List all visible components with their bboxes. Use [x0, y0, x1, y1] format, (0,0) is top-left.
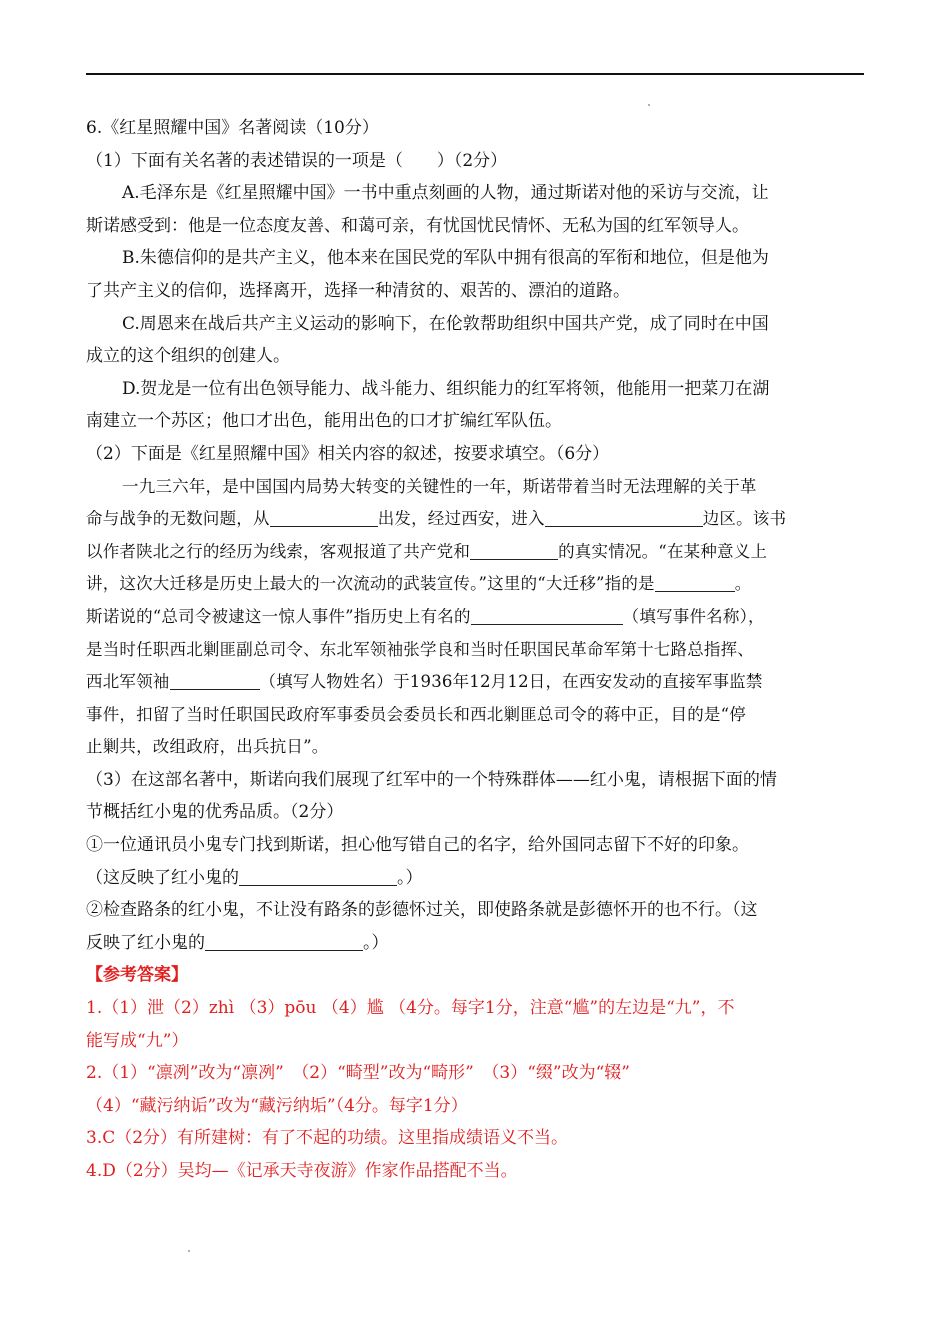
- fill-blank-event[interactable]: [471, 606, 623, 625]
- answer-4: 4.D（2分）吴均—《记承天寺夜游》作家作品搭配不当。: [86, 1161, 518, 1181]
- option-c-line1: C.周恩来在战后共产主义运动的影响下，在伦敦帮助组织中国共产党，成了同时在中国: [122, 313, 769, 334]
- option-d-line1: D.贺龙是一位有出色领导能力、战斗能力、组织能力的红军将领，他能用一把菜刀在湖: [122, 378, 770, 399]
- option-a-line2: 斯诺感受到：他是一位态度友善、和蔼可亲，有忧国忧民情怀、无私为国的红军领导人。: [86, 215, 749, 236]
- option-b-line2: 了共产主义的信仰，选择离开，选择一种清贫的、艰苦的、漂泊的道路。: [86, 280, 630, 301]
- answer-3: 3.C（2分）有所建树：有了不起的功绩。这里指成绩语义不当。: [86, 1128, 569, 1149]
- header-rule: [86, 73, 864, 75]
- text-span: 。: [734, 574, 752, 594]
- part2-text-line6: 是当时任职西北剿匪副总司令、东北军领袖张学良和当时任职国民革命军第十七路总指挥、: [86, 639, 754, 659]
- part3-item1-line1: ①一位通讯员小鬼专门找到斯诺，担心他写错自己的名字，给外国同志留下不好的印象。: [86, 835, 749, 856]
- part3-stem-line1: （3）在这部名著中，斯诺向我们展现了红军中的一个特殊群体——红小鬼，请根据下面的情: [86, 769, 777, 790]
- part2-text-line4: [86, 568, 866, 601]
- text-span: 西北军领袖: [86, 672, 170, 692]
- part2-block: [86, 438, 866, 764]
- part3-stem-line2: 节概括红小鬼的优秀品质。（2分）: [86, 802, 344, 823]
- fill-blank-army[interactable]: [470, 541, 558, 560]
- part1-block: [86, 145, 866, 438]
- answer-1-line1: 1.（1）泄（2）zhì （3）pōu （4）尴 （4分。每字1分，注意“尴”的左边是“九”，不: [86, 998, 735, 1019]
- part3-item2-line2: [86, 927, 866, 960]
- speck-mark: [648, 104, 650, 106]
- text-span: 斯诺说的“总司令被逮这一惊人事件”指历史上有名的: [86, 606, 471, 626]
- fill-blank-quality1[interactable]: [239, 867, 397, 886]
- text-span: 讲，这次大迁移是历史上最大的一次流动的武装宣传。”这里的“大迁移”指的是: [86, 574, 655, 594]
- fill-blank-departure[interactable]: [270, 508, 378, 527]
- text-span: 出发，经过西安，进入: [377, 509, 545, 529]
- text-span: （这反映了红小鬼的: [86, 867, 239, 888]
- question-title: 6.《红星照耀中国》名著阅读（10分）: [86, 118, 379, 138]
- part1-stem: （1）下面有关名著的表述错误的一项是（ ）（2分）: [86, 150, 508, 171]
- text-span: 命与战争的无数问题，从: [86, 509, 270, 529]
- answer-block: [86, 959, 866, 1187]
- option-c-line2: 成立的这个组织的创建人。: [86, 346, 290, 367]
- part2-text-line5: [86, 601, 866, 634]
- part3-block: [86, 764, 866, 960]
- answer-2-line1: 2.（1）“凛冽”改为“凛冽” （2）“畸型”改为“畸形” （3）“缀”改为“辍”: [86, 1063, 630, 1084]
- option-b-line1: B.朱德信仰的是共产主义，他本来在国民党的军队中拥有很高的军衔和地位，但是他为: [122, 248, 769, 269]
- text-span: 边区。该书: [702, 509, 787, 529]
- fill-blank-quality2[interactable]: [205, 932, 363, 951]
- speck-mark: [188, 1250, 190, 1252]
- answer-2-line2: （4）“藏污纳诟”改为“藏污纳垢”（4分。每字1分）: [86, 1095, 468, 1116]
- fill-blank-region[interactable]: [545, 508, 703, 527]
- part2-text-line1: 一九三六年，是中国国内局势大转变的关键性的一年，斯诺带着当时无法理解的关于革: [122, 476, 757, 496]
- part2-text-line8: 事件，扣留了当时任职国民政府军事委员会委员长和西北剿匪总司令的蒋中正，目的是“停: [86, 704, 746, 724]
- part3-item1-line2: [86, 862, 866, 895]
- part3-item2-line1: ②检查路条的红小鬼，不让没有路条的彭德怀过关，即使路条就是彭德怀开的也不行。（这: [86, 900, 758, 921]
- fill-blank-migration[interactable]: [655, 573, 735, 592]
- text-span: 。）: [363, 932, 389, 953]
- document-body: [86, 112, 866, 1188]
- text-span: 的真实情况。“在某种意义上: [558, 541, 768, 561]
- option-d-line2: 南建立一个苏区；他口才出色，能用出色的口才扩编红军队伍。: [86, 411, 562, 432]
- part2-text-line9: 止剿共，改组政府，出兵抗日”。: [86, 737, 329, 757]
- answer-heading: 【参考答案】: [86, 965, 188, 986]
- text-span: 以作者陕北之行的经历为线索，客观报道了共产党和: [86, 541, 471, 561]
- part2-text-line7: [86, 666, 866, 699]
- part2-text-line2: [86, 503, 866, 536]
- option-a-line1: A.毛泽东是《红星照耀中国》一书中重点刻画的人物，通过斯诺对他的采访与交流，让: [122, 183, 769, 204]
- text-span: （填写事件名称），: [622, 606, 765, 626]
- part2-text-line3: [86, 536, 866, 569]
- fill-blank-person[interactable]: [170, 671, 260, 690]
- text-span: （填写人物姓名）于1936年12月12日，在西安发动的直接军事监禁: [259, 672, 763, 692]
- text-span: 。）: [397, 867, 423, 888]
- text-span: 反映了红小鬼的: [86, 932, 205, 953]
- answer-1-line2: 能写成“九”）: [86, 1030, 189, 1051]
- part2-stem: （2）下面是《红星照耀中国》相关内容的叙述，按要求填空。（6分）: [86, 443, 610, 464]
